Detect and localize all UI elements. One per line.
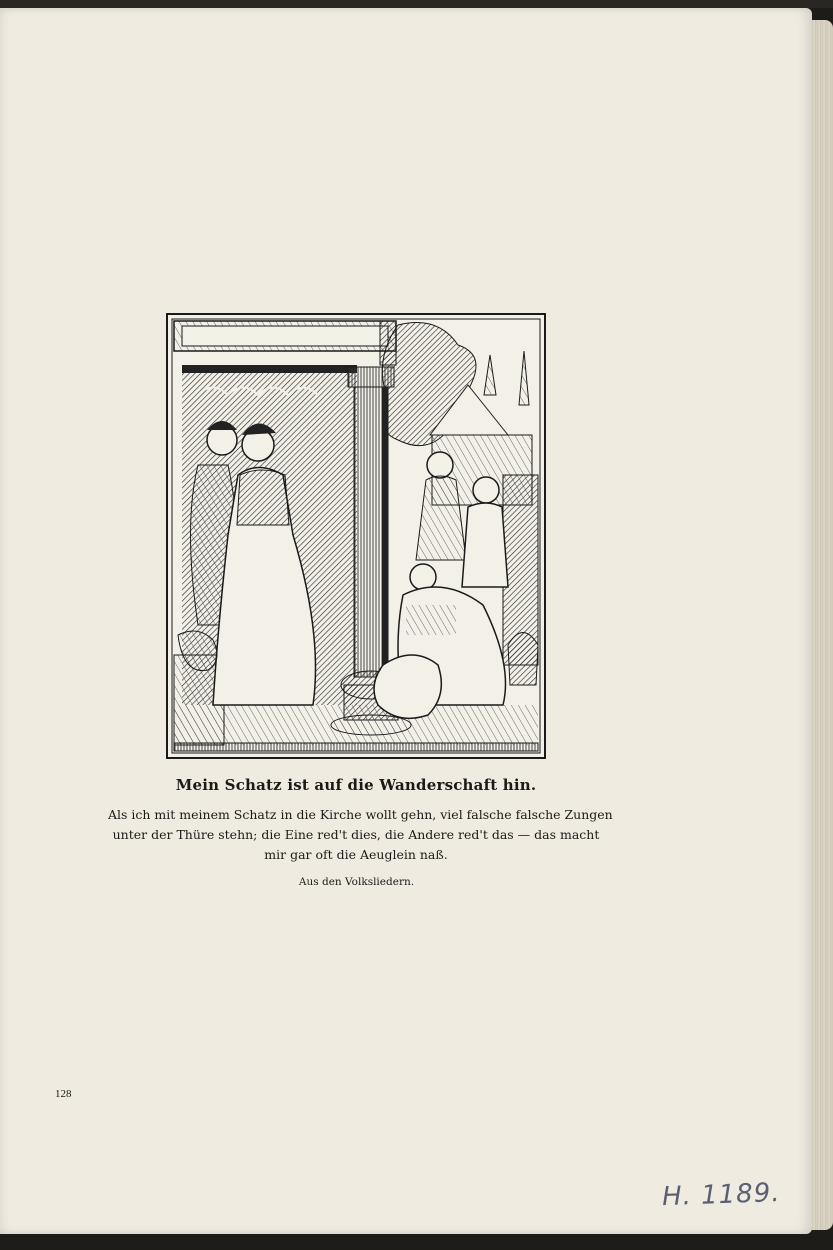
handwritten-shelfmark: H. 1189. <box>661 1177 782 1213</box>
caption-line: unter der Thüre stehn; die Eine red't dies, die Andere red't das — das macht <box>112 827 600 842</box>
caption-line: mir gar oft die Aeuglein naß. <box>264 847 448 862</box>
page-number: 128 <box>55 1088 72 1100</box>
woodcut-illustration <box>166 313 546 759</box>
caption-verse <box>108 805 613 865</box>
caption-source: Aus den Volksliedern. <box>298 876 415 888</box>
caption-title: Mein Schatz ist auf die Wanderschaft hin. <box>175 776 537 794</box>
caption-line: Als ich mit meinem Schatz in die Kirche wollt gehn, viel falsche falsche Zungen <box>108 807 613 822</box>
illustration-drawing <box>168 315 544 757</box>
book-cover-edge <box>0 0 833 8</box>
